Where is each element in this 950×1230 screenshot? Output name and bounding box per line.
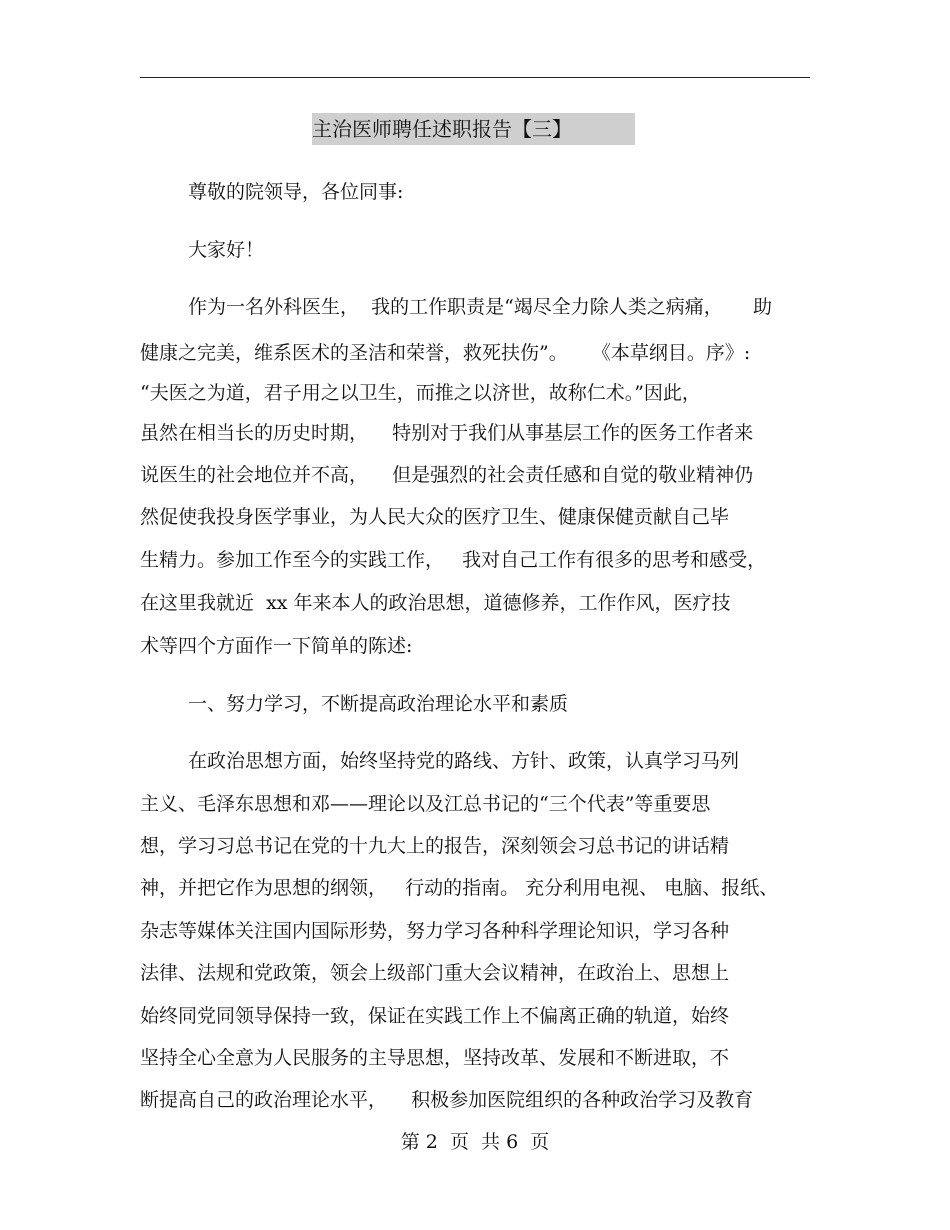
paragraph1-line-4: 虽然在相当长的历史时期， 特别对于我们从事基层工作的医务工作者来 [140,422,754,444]
paragraph2-line-7: 始终同党同领导保持一致，保证在实践工作上不偏离正确的轨道，始终 [140,1005,730,1027]
paragraph1-line-5: 说医生的社会地位并不高， 但是强烈的社会责任感和自觉的敬业精神仍 [140,464,754,486]
paragraph2-line-5: 杂志等媒体关注国内国际形势，努力学习各种科学理论知识，学习各种 [140,920,730,942]
page-footer: 第 2 页 共 6 页 [400,1131,550,1153]
paragraph1-line-6: 然促使我投身医学事业，为人民大众的医疗卫生、健康保健贡献自己毕 [140,506,730,528]
section-heading-1: 一、努力学习，不断提高政治理论水平和素质 [188,693,569,715]
paragraph1-line-2: 健康之完美，维系医术的圣洁和荣誉，救死扶伤”。 《本草纲目。序》: [140,342,751,364]
paragraph2-line-3: 想，学习习总书记在党的十九大上的报告，深刻领会习总书记的讲话精 [140,835,730,857]
paragraph2-line-8: 坚持全心全意为人民服务的主导思想，坚持改革、发展和不断进取，不 [140,1047,730,1069]
header-rule [140,77,810,78]
paragraph2-line-2: 主义、毛泽东思想和邓——理论以及江总书记的“三个代表”等重要思 [140,793,711,815]
paragraph2-line-9: 断提高自己的政治理论水平， 积极参加医院组织的各种政治学习及教育 [140,1089,754,1111]
paragraph1-line-3: “夫医之为道，君子用之以卫生，而推之以济世，故称仁术。”因此， [140,382,701,404]
paragraph2-line-6: 法律、法规和党政策，领会上级部门重大会议精神，在政治上、思想上 [140,962,730,984]
document-title: 主治医师聘任述职报告【三】 [312,113,635,145]
paragraph1-line-9: 术等四个方面作一下简单的陈述: [140,635,413,657]
paragraph2-line-4: 神，并把它作为思想的纲领， 行动的指南。 充分利用电视、 电脑、报纸、 [140,877,779,899]
paragraph1-line-7: 生精力。参加工作至今的实践工作， 我对自己工作有很多的思考和感受， [140,549,767,571]
greeting: 大家好！ [188,239,265,261]
paragraph1-line-1: 作为一名外科医生， 我的工作职责是“竭尽全力除人类之病痛， 助 [188,296,772,318]
salutation: 尊敬的院领导，各位同事: [188,181,404,203]
paragraph1-line-8: 在这里我就近 xx 年来本人的政治思想，道德修养，工作作风，医疗技 [140,592,731,614]
paragraph2-line-1: 在政治思想方面，始终坚持党的路线、方针、政策，认真学习马列 [188,750,740,772]
